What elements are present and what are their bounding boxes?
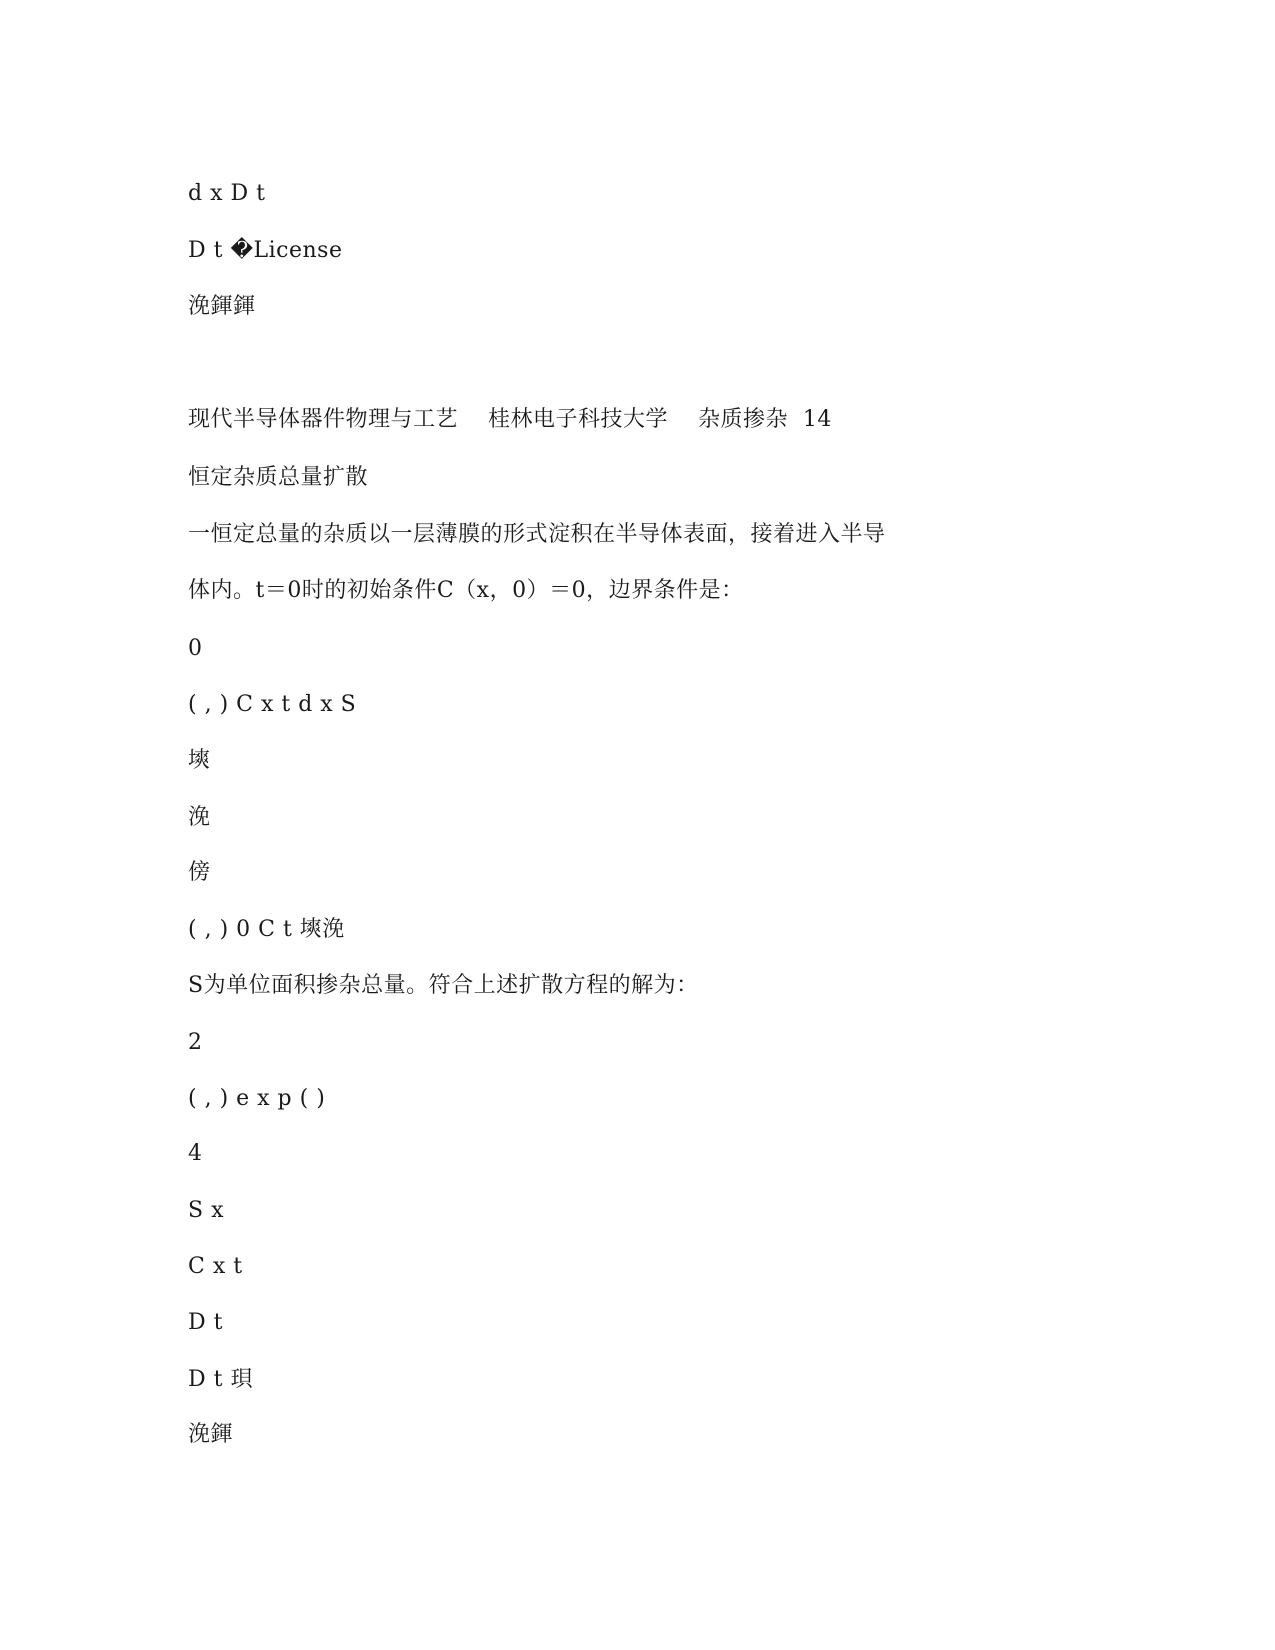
text-line: 浼鍕鍕 bbox=[188, 294, 256, 319]
equation-fragment: 4 bbox=[188, 1141, 203, 1166]
equation-fragment: ( , ) e x p ( ) bbox=[188, 1086, 326, 1111]
equation-fragment: 浼 bbox=[188, 805, 211, 830]
equation-fragment: 2 bbox=[188, 1030, 203, 1055]
equation-fragment: ( , ) 0 C t 塽浼 bbox=[188, 917, 345, 942]
equation-fragment: 塽 bbox=[188, 748, 211, 773]
text-line: d x D t bbox=[188, 181, 266, 206]
paragraph-line: 体内。t＝0时的初始条件C（x，0）＝0，边界条件是： bbox=[188, 578, 744, 603]
running-header: 现代半导体器件物理与工艺 桂林电子科技大学 杂质掺杂 14 bbox=[188, 407, 832, 432]
equation-fragment: D t 珼 bbox=[188, 1367, 253, 1392]
text-line: D t �License bbox=[188, 238, 343, 263]
paragraph-line: 一恒定总量的杂质以一层薄膜的形式淀积在半导体表面，接着进入半导 bbox=[188, 522, 886, 547]
equation-fragment: 浼鍕 bbox=[188, 1422, 234, 1447]
equation-fragment: ( , ) C x t d x S bbox=[188, 692, 357, 717]
equation-fragment: 0 bbox=[188, 636, 203, 661]
equation-fragment: S x bbox=[188, 1198, 224, 1223]
equation-fragment: 傍 bbox=[188, 860, 211, 885]
section-heading: 恒定杂质总量扩散 bbox=[188, 465, 369, 490]
paragraph-line: S为单位面积掺杂总量。符合上述扩散方程的解为： bbox=[188, 973, 699, 998]
equation-fragment: C x t bbox=[188, 1254, 243, 1279]
equation-fragment: D t bbox=[188, 1310, 223, 1335]
